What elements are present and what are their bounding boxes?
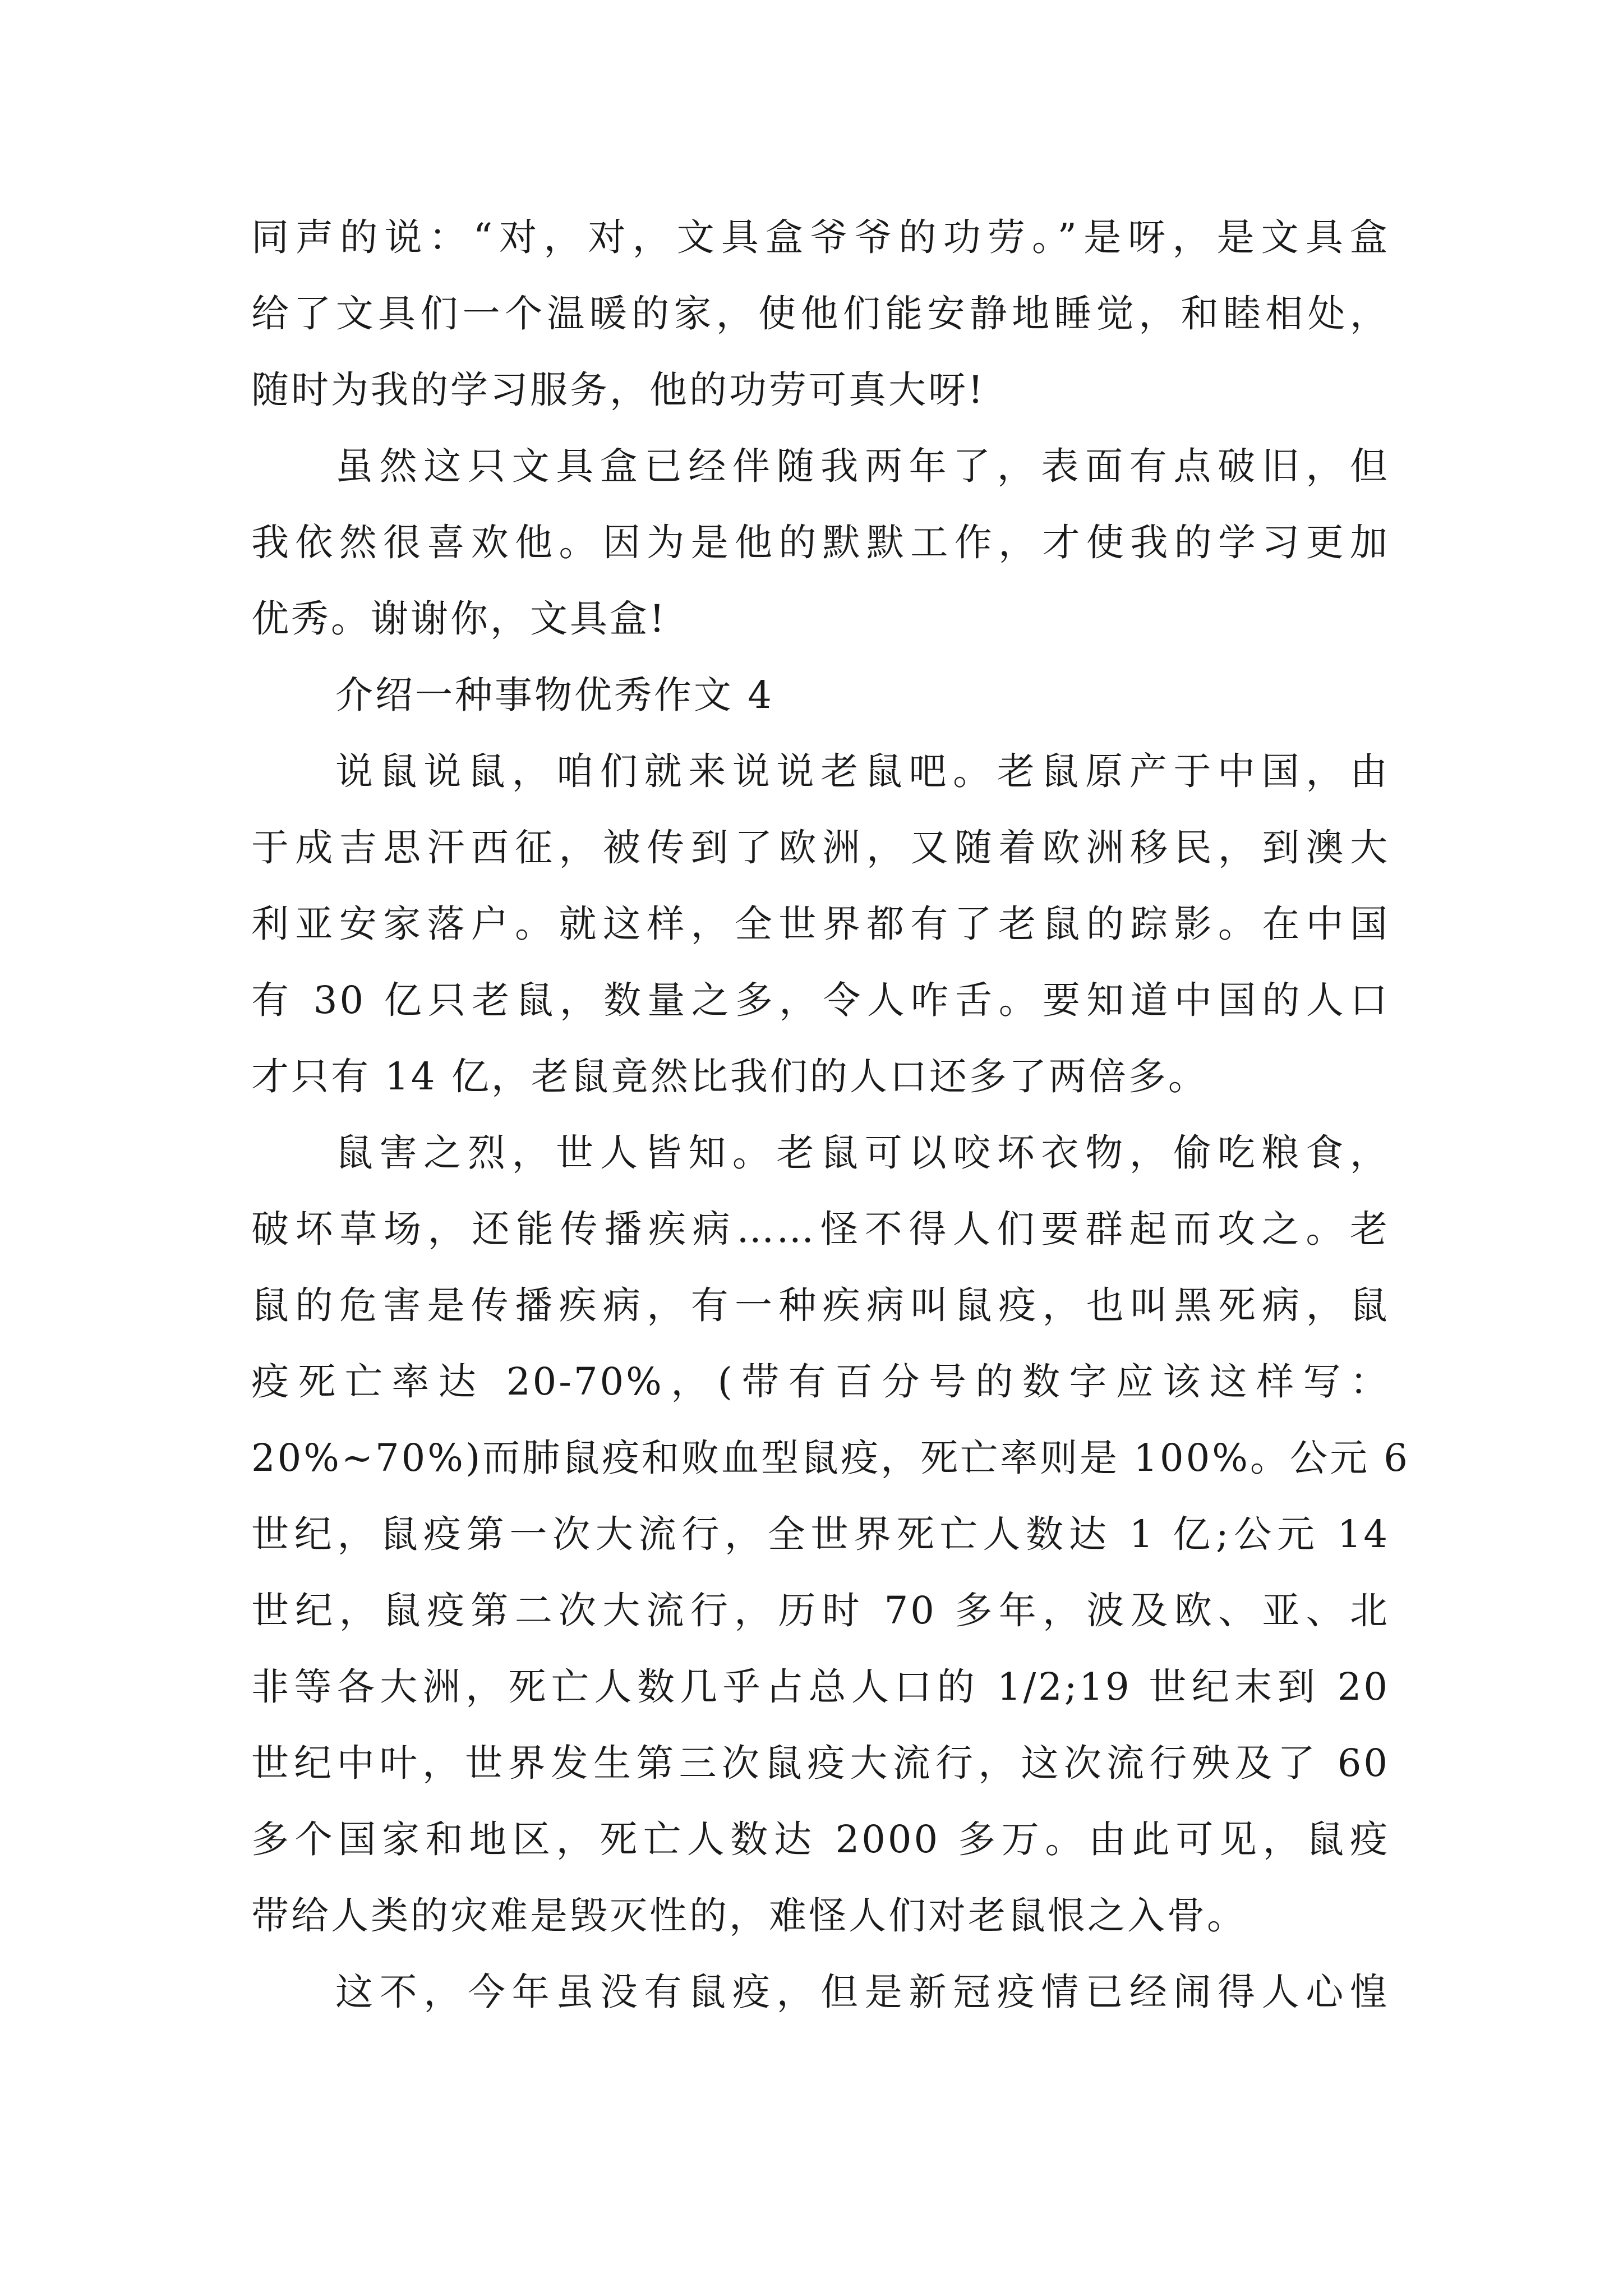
text-line: 才只有 14 亿，老鼠竟然比我们的人口还多了两倍多。 [251, 1055, 1208, 1098]
text-line: 给了文具们一个温暖的家，使他们能安静地睡觉，和睦相处， [251, 292, 1390, 335]
text-line: 于成吉思汗西征，被传到了欧洲，又随着欧洲移民，到澳大 [251, 826, 1390, 869]
section-heading: 介绍一种事物优秀作文 4 [335, 673, 774, 717]
text-line: 说鼠说鼠，咱们就来说说老鼠吧。老鼠原产于中国，由 [335, 749, 1390, 793]
text-line: 世纪，鼠疫第二次大流行，历时 70 多年，波及欧、亚、北 [251, 1589, 1390, 1632]
text-line: 20%~70%)而肺鼠疫和败血型鼠疫，死亡率则是 100%。公元 6 [251, 1436, 1410, 1480]
text-line: 世纪，鼠疫第一次大流行，全世界死亡人数达 1 亿;公元 14 [251, 1512, 1390, 1556]
text-line: 鼠害之烈，世人皆知。老鼠可以咬坏衣物，偷吃粮食， [335, 1131, 1390, 1175]
text-line: 疫死亡率达 20-70%，(带有百分号的数字应该这样写： [251, 1360, 1390, 1404]
text-line: 优秀。谢谢你，文具盒! [251, 597, 667, 641]
text-line: 鼠的危害是传播疾病，有一种疾病叫鼠疫，也叫黑死病，鼠 [251, 1283, 1390, 1327]
text-line: 破坏草场，还能传播疾病……怪不得人们要群起而攻之。老 [251, 1207, 1390, 1251]
text-line: 多个国家和地区，死亡人数达 2000 多万。由此可见，鼠疫 [251, 1818, 1390, 1861]
text-line: 有 30 亿只老鼠，数量之多，令人咋舌。要知道中国的人口 [251, 978, 1390, 1022]
text-line: 随时为我的学习服务，他的功劳可真大呀! [251, 368, 985, 412]
text-line: 世纪中叶，世界发生第三次鼠疫大流行，这次流行殃及了 60 [251, 1741, 1390, 1785]
text-line: 我依然很喜欢他。因为是他的默默工作，才使我的学习更加 [251, 521, 1390, 564]
text-line: 虽然这只文具盒已经伴随我两年了，表面有点破旧，但 [335, 444, 1390, 488]
text-line: 非等各大洲，死亡人数几乎占总人口的 1/2;19 世纪末到 20 [251, 1665, 1390, 1709]
text-line: 带给人类的灾难是毁灭性的，难怪人们对老鼠恨之入骨。 [251, 1894, 1247, 1938]
text-line: 利亚安家落户。就这样，全世界都有了老鼠的踪影。在中国 [251, 902, 1390, 946]
text-line: 同声的说：“对，对，文具盒爷爷的功劳。”是呀，是文具盒 [251, 215, 1390, 259]
text-line: 这不，今年虽没有鼠疫，但是新冠疫情已经闹得人心惶 [335, 1970, 1390, 2014]
